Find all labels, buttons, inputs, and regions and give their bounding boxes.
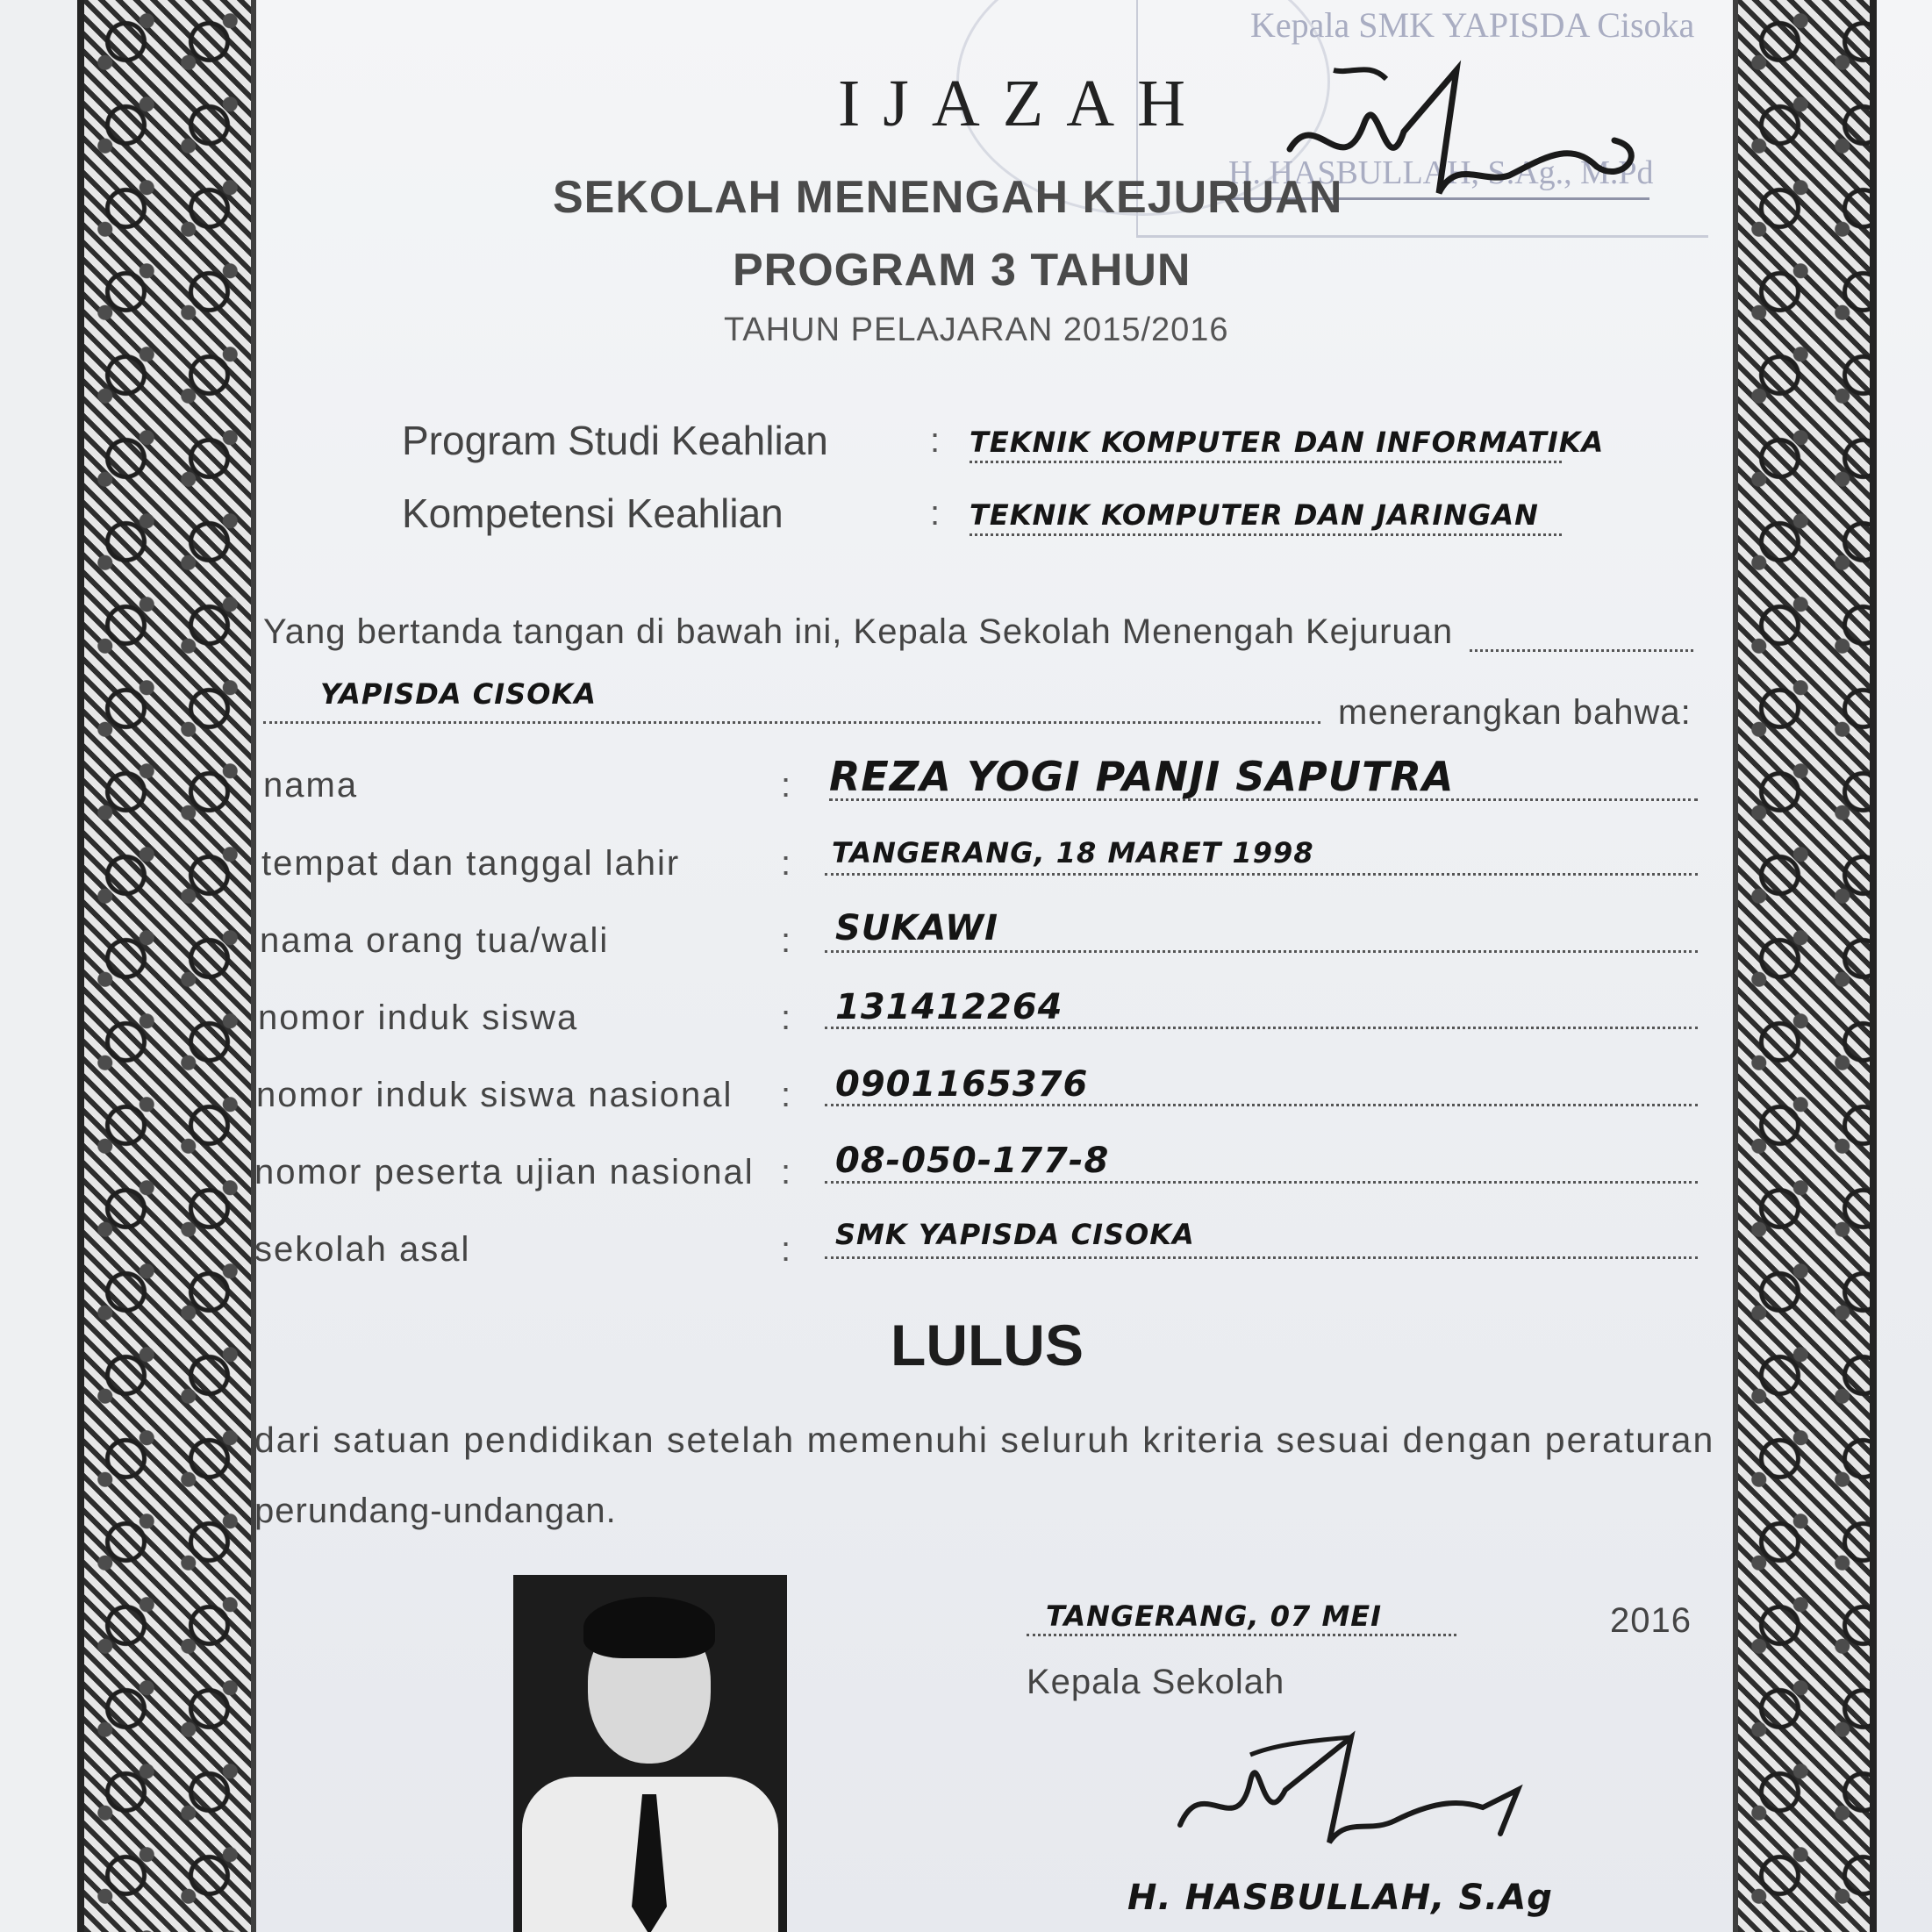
field-label-ortu: nama orang tua/wali (260, 921, 610, 960)
field-value-nama: REZA YOGI PANJI SAPUTRA (829, 753, 1455, 800)
student-photo (513, 1575, 787, 1932)
field-value-ortu: SUKAWI (835, 908, 999, 948)
field-value-nis: 131412264 (835, 987, 1063, 1027)
graduation-status: LULUS (891, 1313, 1084, 1377)
field-label-nama: nama (263, 766, 359, 805)
field-label-nisn: nomor induk siswa nasional (256, 1076, 733, 1114)
stamp-name-text: H. HASBULLAH, S.Ag., M.Pd (1228, 154, 1654, 191)
stamp-top-text: Kepala SMK YAPISDA Cisoka (1250, 5, 1695, 45)
kompetensi-label: Kompetensi Keahlian (402, 490, 784, 536)
field-value-nopeserta: 08-050-177-8 (835, 1141, 1110, 1181)
field-label-nis: nomor induk siswa (258, 998, 579, 1037)
field-value-nisn: 0901165376 (835, 1064, 1089, 1105)
ijazah-document: Kepala SMK YAPISDA Cisoka H. HASBULLAH, S.Ag., M.Pd IJAZAH SEKOLAH MENENGAH KEJURUAN PROGRAM 3 TAHUN TAHUN PELAJARAN 2015/2016 Program Studi Keahlian : TEKNIK KOMPUTER DAN INFORMATIKA Kompetensi Keahlian : TEKNIK KOMPUTER DAN JARINGAN Yang bertanda tangan di bawah ini, Kepala Sekolah Menengah Kejuruan YAPISDA CISOKA menerangkan bahwa: nama : REZA YOGI PANJI SAPUTRA tempat dan tanggal lahir : TANGERANG, 18 MARET 1998 nama orang tua/wali : SUKAWI nomor induk siswa : 131412264 nomor induk siswa nasional : 0901165376 nomor peserta ujian nasional : 08-050-177-8 sekolah asal : SMK YAPISDA CISOKA LULUS dari satuan pendidikan setelah memenuhi seluruh kriteria sesuai dengan peraturan perundang-undangan. TANGERANG, 07 MEI 2016 Kepala Sekolah H. HASBULLAH, S.Ag (0, 0, 1932, 1932)
statement-line-1: dari satuan pendidikan setelah memenuhi seluruh kriteria sesuai dengan peraturan (254, 1420, 1715, 1460)
academic-year: TAHUN PELAJARAN 2015/2016 (724, 311, 1229, 348)
school-name-handwritten: YAPISDA CISOKA (320, 677, 597, 711)
field-label-ttl: tempat dan tanggal lahir (261, 844, 681, 883)
principal-name: H. HASBULLAH, S.Ag (1127, 1878, 1553, 1918)
signature-role: Kepala Sekolah (1027, 1663, 1285, 1701)
ornamental-border-right (1733, 0, 1877, 1932)
place-date: TANGERANG, 07 MEI (1046, 1599, 1383, 1633)
intro-tail: menerangkan bahwa: (1338, 693, 1692, 732)
document-title: IJAZAH (838, 67, 1208, 140)
field-value-ttl: TANGERANG, 18 MARET 1998 (832, 836, 1314, 869)
school-type-heading: SEKOLAH MENENGAH KEJURUAN (553, 172, 1343, 223)
signature-bottom (1167, 1720, 1553, 1869)
program-heading: PROGRAM 3 TAHUN (733, 245, 1191, 296)
statement-line-2: perundang-undangan. (254, 1492, 617, 1530)
intro-sentence: Yang bertanda tangan di bawah ini, Kepala Sekolah Menengah Kejuruan (263, 612, 1454, 651)
kompetensi-value: TEKNIK KOMPUTER DAN JARINGAN (970, 498, 1539, 532)
signature-year: 2016 (1610, 1601, 1692, 1640)
ornamental-border-left (77, 0, 256, 1932)
program-studi-label: Program Studi Keahlian (402, 418, 828, 463)
field-label-nopeserta: nomor peserta ujian nasional (254, 1153, 755, 1191)
field-label-sekolah-asal: sekolah asal (254, 1230, 471, 1269)
program-studi-value: TEKNIK KOMPUTER DAN INFORMATIKA (970, 426, 1605, 459)
field-value-sekolah-asal: SMK YAPISDA CISOKA (835, 1218, 1195, 1251)
